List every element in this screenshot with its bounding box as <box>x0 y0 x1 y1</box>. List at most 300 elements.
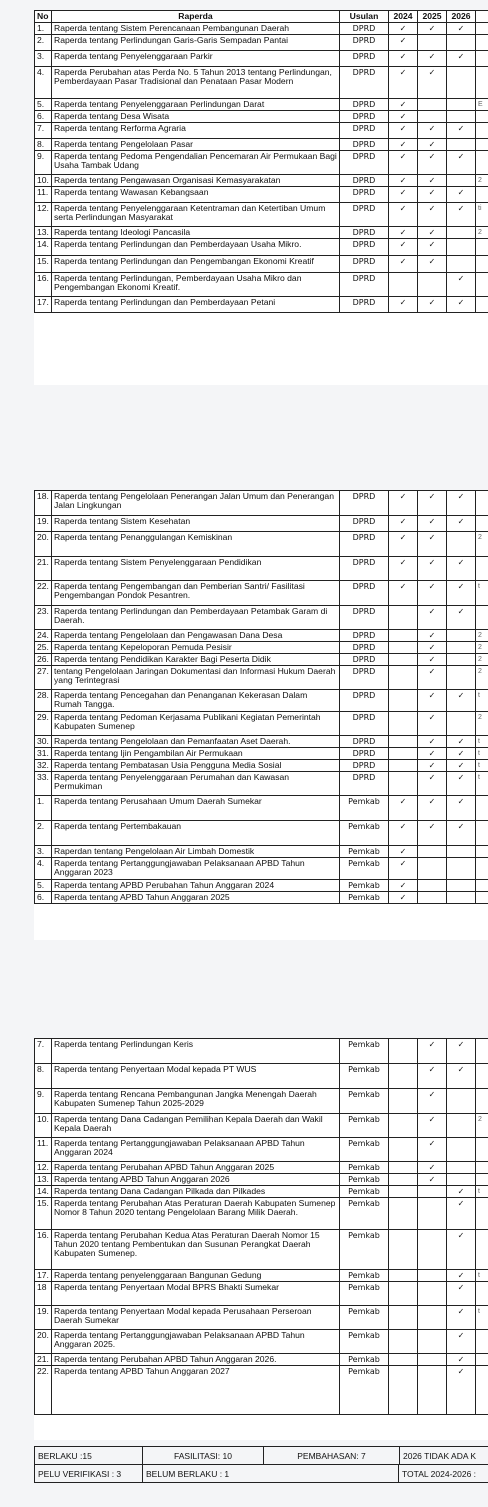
table-row <box>35 239 488 256</box>
year-2024-cell: ✓ <box>389 123 418 139</box>
year-2025-cell: ✓ <box>418 175 447 187</box>
row-number: 17. <box>35 1270 52 1282</box>
year-2025-cell: ✓ <box>418 67 447 99</box>
year-2025-cell <box>418 273 447 297</box>
row-number: 2. <box>35 821 52 846</box>
year-2026-cell <box>447 111 476 123</box>
year-2024-cell <box>389 1064 418 1089</box>
cropped-cell <box>476 1366 488 1415</box>
usulan-cell: DPRD <box>340 581 389 606</box>
year-2026-cell: ✓ <box>447 1064 476 1089</box>
year-2025-cell: ✓ <box>418 642 447 654</box>
raperda-title: Raperda tentang Perubahan Atas Peraturan Daerah Kabupaten Sumenep Nomor 8 Tahun 2020 tentang Pengelolaan Barang Milik Daerah. <box>52 1198 340 1230</box>
usulan-cell: Pemkab <box>340 1198 389 1230</box>
year-2026-cell <box>447 175 476 187</box>
table-row <box>35 880 488 892</box>
year-2025-cell: ✓ <box>418 516 447 532</box>
year-2026-cell: ✓ <box>447 51 476 67</box>
year-2025-cell <box>418 880 447 892</box>
row-number: 4. <box>35 67 52 99</box>
table-row <box>35 736 488 748</box>
document-page-1 <box>34 10 488 385</box>
col-no-header: No <box>35 11 52 23</box>
year-2024-cell: ✓ <box>389 297 418 313</box>
table-row <box>35 581 488 606</box>
summary-row-1 <box>34 1446 488 1465</box>
year-2026-cell: ✓ <box>447 690 476 712</box>
raperda-title: Raperda tentang Pendidikan Karakter Bagi Peserta Didik <box>52 654 340 666</box>
table-row <box>35 821 488 846</box>
cropped-cell <box>476 1089 488 1114</box>
raperda-title: Raperda tentang APBD Tahun Anggaran 2027 <box>52 1366 340 1415</box>
year-2025-cell: ✓ <box>418 151 447 175</box>
year-2025-cell: ✓ <box>418 51 447 67</box>
row-number: 30. <box>35 736 52 748</box>
table-row <box>35 796 488 821</box>
cropped-cell: 2 <box>476 532 488 557</box>
table-row <box>35 256 488 273</box>
table-row <box>35 892 488 904</box>
row-number: 13. <box>35 1174 52 1186</box>
summary-belum-berlaku: BELUM BERLAKU : 1 <box>143 1465 399 1482</box>
usulan-cell: DPRD <box>340 239 389 256</box>
raperda-title: Raperda tentang Kepeloporan Pemuda Pesisir <box>52 642 340 654</box>
raperda-title: Raperda tentang Pengelolaan dan Pengawasan Dana Desa <box>52 630 340 642</box>
year-2025-cell: ✓ <box>418 736 447 748</box>
summary-box <box>34 1446 488 1483</box>
col-raperda-header: Raperda <box>52 11 340 23</box>
year-2024-cell <box>389 1366 418 1415</box>
cropped-cell: t <box>476 1306 488 1330</box>
usulan-cell: DPRD <box>340 151 389 175</box>
cropped-cell: 2 <box>476 712 488 736</box>
cropped-cell <box>476 516 488 532</box>
year-2025-cell: ✓ <box>418 1162 447 1174</box>
cropped-cell <box>476 51 488 67</box>
cropped-cell <box>476 491 488 516</box>
usulan-cell: DPRD <box>340 67 389 99</box>
row-number: 14. <box>35 239 52 256</box>
year-2026-cell: ✓ <box>447 557 476 581</box>
usulan-cell: DPRD <box>340 748 389 760</box>
year-2024-cell <box>389 1174 418 1186</box>
year-2025-cell: ✓ <box>418 139 447 151</box>
raperda-table-page-1 <box>34 10 488 313</box>
year-2026-cell: ✓ <box>447 1186 476 1198</box>
raperda-title: Raperdan tentang Pengelolaan Air Limbah Domestik <box>52 846 340 858</box>
year-2025-cell: ✓ <box>418 227 447 239</box>
year-2026-cell: ✓ <box>447 796 476 821</box>
row-number: 1. <box>35 23 52 35</box>
raperda-title: Raperda tentang Pengembangan dan Pemberian Santri/ Fasilitasi Pengembangan Pondok Pesantren. <box>52 581 340 606</box>
year-2024-cell <box>389 1306 418 1330</box>
year-2024-cell <box>389 666 418 690</box>
year-2026-cell <box>447 532 476 557</box>
year-2025-cell <box>418 1270 447 1282</box>
summary-verifikasi: PELU VERIFIKASI : 3 <box>35 1465 143 1482</box>
year-2024-cell: ✓ <box>389 227 418 239</box>
year-2026-cell: ✓ <box>447 736 476 748</box>
raperda-title: Raperda tentang Sistem Perencanaan Pembangunan Daerah <box>52 23 340 35</box>
table-row <box>35 1306 488 1330</box>
row-number: 6. <box>35 892 52 904</box>
table-row <box>35 1230 488 1270</box>
raperda-title: Raperda tentang Perusahaan Umum Daerah Sumekar <box>52 796 340 821</box>
cropped-cell: t <box>476 581 488 606</box>
summary-fasilitasi: FASILITASI: 10 <box>143 1447 264 1464</box>
usulan-cell: DPRD <box>340 123 389 139</box>
table-row <box>35 532 488 557</box>
cropped-cell: 2 <box>476 642 488 654</box>
usulan-cell: DPRD <box>340 760 389 772</box>
year-2025-cell <box>418 1366 447 1415</box>
document-page-3 <box>34 1038 488 1440</box>
year-2026-cell <box>447 892 476 904</box>
raperda-title: Raperda tentang Perlindungan Keris <box>52 1039 340 1064</box>
usulan-cell: DPRD <box>340 642 389 654</box>
cropped-cell <box>476 1138 488 1162</box>
usulan-cell: Pemkab <box>340 1282 389 1306</box>
year-2025-cell: ✓ <box>418 606 447 630</box>
cropped-cell: t <box>476 736 488 748</box>
col-usulan-header: Usulan <box>340 11 389 23</box>
usulan-cell: DPRD <box>340 557 389 581</box>
year-2024-cell: ✓ <box>389 51 418 67</box>
usulan-cell: DPRD <box>340 99 389 111</box>
year-2025-cell: ✓ <box>418 796 447 821</box>
year-2026-cell <box>447 227 476 239</box>
cropped-cell <box>476 139 488 151</box>
row-number: 22. <box>35 1366 52 1415</box>
year-2025-cell <box>418 1330 447 1354</box>
table-row <box>35 748 488 760</box>
year-2024-cell: ✓ <box>389 175 418 187</box>
row-number: 7. <box>35 1039 52 1064</box>
year-2026-cell: ✓ <box>447 581 476 606</box>
table-row <box>35 23 488 35</box>
table-row <box>35 630 488 642</box>
table-row <box>35 1114 488 1138</box>
raperda-title: Raperda tentang Perlindungan dan Pemberdayaan Petani <box>52 297 340 313</box>
raperda-title: Raperda tentang Pedoman Kerjasama Publikani Kegiatan Pemerintah Kabupaten Sumenep <box>52 712 340 736</box>
year-2026-cell: ✓ <box>447 1354 476 1366</box>
year-2024-cell <box>389 1162 418 1174</box>
col-2024-header: 2024 <box>389 11 418 23</box>
table-row <box>35 1186 488 1198</box>
usulan-cell: Pemkab <box>340 1186 389 1198</box>
cropped-cell <box>476 1330 488 1354</box>
usulan-cell: DPRD <box>340 690 389 712</box>
row-number: 15. <box>35 1198 52 1230</box>
year-2024-cell: ✓ <box>389 821 418 846</box>
table-row <box>35 1366 488 1415</box>
year-2024-cell: ✓ <box>389 111 418 123</box>
table-row <box>35 690 488 712</box>
table-row <box>35 1198 488 1230</box>
row-number: 3. <box>35 846 52 858</box>
usulan-cell: Pemkab <box>340 1064 389 1089</box>
raperda-title: Raperda tentang Sistem Penyelenggaraan Pendidikan <box>52 557 340 581</box>
usulan-cell: DPRD <box>340 111 389 123</box>
row-number: 16. <box>35 1230 52 1270</box>
raperda-title: Raperda tentang penyelenggaraan Bangunan Gedung <box>52 1270 340 1282</box>
usulan-cell: DPRD <box>340 606 389 630</box>
usulan-cell: DPRD <box>340 203 389 227</box>
table-row <box>35 666 488 690</box>
year-2025-cell: ✓ <box>418 203 447 227</box>
row-number: 5. <box>35 99 52 111</box>
row-number: 20. <box>35 532 52 557</box>
year-2025-cell <box>418 1230 447 1270</box>
raperda-title: Raperda tentang Pengelolaan Penerangan Jalan Umum dan Penerangan Jalan Lingkungan <box>52 491 340 516</box>
row-number: 10. <box>35 1114 52 1138</box>
cropped-cell <box>476 256 488 273</box>
year-2026-cell: ✓ <box>447 1306 476 1330</box>
year-2026-cell <box>447 99 476 111</box>
raperda-title: Raperda tentang Perubahan APBD Tahun Anggaran 2025 <box>52 1162 340 1174</box>
usulan-cell: Pemkab <box>340 892 389 904</box>
year-2026-cell <box>447 1114 476 1138</box>
table-row <box>35 227 488 239</box>
raperda-title: Raperda tentang Ijin Pengambilan Air Permukaan <box>52 748 340 760</box>
year-2024-cell: ✓ <box>389 491 418 516</box>
raperda-title: Raperda tentang Rencana Pembangunan Jangka Menengah Daerah Kabupaten Sumenep Tahun 2025-2029 <box>52 1089 340 1114</box>
table-row <box>35 654 488 666</box>
year-2026-cell <box>447 858 476 880</box>
cropped-cell <box>476 297 488 313</box>
row-number: 33. <box>35 772 52 796</box>
col-2025-header: 2025 <box>418 11 447 23</box>
year-2026-cell <box>447 67 476 99</box>
year-2025-cell: ✓ <box>418 297 447 313</box>
raperda-title: Raperda tentang Penyertaan Modal kepada Perusahaan Perseroan Daerah Sumekar <box>52 1306 340 1330</box>
table-row <box>35 516 488 532</box>
raperda-title: Raperda tentang Ideologi Pancasila <box>52 227 340 239</box>
usulan-cell: Pemkab <box>340 796 389 821</box>
year-2024-cell <box>389 1282 418 1306</box>
table-row <box>35 606 488 630</box>
year-2026-cell <box>447 1174 476 1186</box>
row-number: 7. <box>35 123 52 139</box>
raperda-title: Raperda tentang Pedoma Pengendalian Pencemaran Air Permukaan Bagi Usaha Tambak Udang <box>52 151 340 175</box>
cropped-cell <box>476 273 488 297</box>
year-2026-cell <box>447 642 476 654</box>
cropped-cell <box>476 821 488 846</box>
year-2024-cell: ✓ <box>389 892 418 904</box>
table-header-row <box>35 11 488 23</box>
table-row <box>35 151 488 175</box>
year-2024-cell <box>389 1270 418 1282</box>
raperda-title: Raperda tentang Penyertaan Modal kepada PT WUS <box>52 1064 340 1089</box>
raperda-title: Raperda tentang Pertembakauan <box>52 821 340 846</box>
row-number: 21. <box>35 557 52 581</box>
year-2025-cell <box>418 1354 447 1366</box>
raperda-title: Raperda tentang Pertanggungjawaban Pelaksanaan APBD Tahun Anggaran 2023 <box>52 858 340 880</box>
year-2025-cell <box>418 1306 447 1330</box>
year-2025-cell: ✓ <box>418 772 447 796</box>
year-2026-cell <box>447 1089 476 1114</box>
table-row <box>35 297 488 313</box>
year-2025-cell <box>418 1186 447 1198</box>
year-2026-cell <box>447 880 476 892</box>
table-row <box>35 51 488 67</box>
cropped-cell <box>476 892 488 904</box>
usulan-cell: Pemkab <box>340 846 389 858</box>
cropped-cell <box>476 1174 488 1186</box>
usulan-cell: Pemkab <box>340 1330 389 1354</box>
raperda-title: Raperda tentang Penanggulangan Kemiskinan <box>52 532 340 557</box>
cropped-cell <box>476 1282 488 1306</box>
table-row <box>35 760 488 772</box>
cropped-cell: t <box>476 772 488 796</box>
year-2024-cell: ✓ <box>389 35 418 51</box>
table-row <box>35 35 488 51</box>
year-2026-cell <box>447 630 476 642</box>
year-2026-cell: ✓ <box>447 187 476 203</box>
year-2026-cell: ✓ <box>447 23 476 35</box>
year-2025-cell: ✓ <box>418 532 447 557</box>
year-2026-cell: ✓ <box>447 273 476 297</box>
year-2025-cell <box>418 99 447 111</box>
row-number: 2. <box>35 35 52 51</box>
row-number: 5. <box>35 880 52 892</box>
year-2024-cell <box>389 1039 418 1064</box>
cropped-cell <box>476 123 488 139</box>
raperda-title: Raperda tentang Perlindungan Garis-Garis Sempadan Pantai <box>52 35 340 51</box>
year-2024-cell <box>389 630 418 642</box>
cropped-cell <box>476 1162 488 1174</box>
usulan-cell: Pemkab <box>340 1270 389 1282</box>
year-2025-cell: ✓ <box>418 187 447 203</box>
year-2024-cell: ✓ <box>389 256 418 273</box>
year-2024-cell <box>389 1198 418 1230</box>
row-number: 22. <box>35 581 52 606</box>
table-row <box>35 846 488 858</box>
document-page-2 <box>34 490 488 940</box>
cropped-cell: 2 <box>476 630 488 642</box>
cropped-cell <box>476 187 488 203</box>
year-2024-cell: ✓ <box>389 581 418 606</box>
year-2025-cell <box>418 1282 447 1306</box>
cropped-cell: t <box>476 1186 488 1198</box>
year-2025-cell: ✓ <box>418 712 447 736</box>
cropped-cell: ti <box>476 203 488 227</box>
raperda-title: Raperda tentang Desa Wisata <box>52 111 340 123</box>
year-2026-cell: ✓ <box>447 203 476 227</box>
usulan-cell: Pemkab <box>340 1354 389 1366</box>
raperda-title: Raperda tentang Wawasan Kebangsaan <box>52 187 340 203</box>
table-row <box>35 123 488 139</box>
raperda-title: Raperda tentang Pencegahan dan Penanganan Kekerasan Dalam Rumah Tangga. <box>52 690 340 712</box>
year-2026-cell: ✓ <box>447 1282 476 1306</box>
cropped-cell <box>476 151 488 175</box>
raperda-title: Raperda tentang Perlindungan dan Pemberdayaan Usaha Mikro. <box>52 239 340 256</box>
year-2024-cell <box>389 736 418 748</box>
table-row <box>35 1270 488 1282</box>
raperda-title: Raperda tentang Pertanggungjawaban Pelaksanaan APBD Tahun Anggaran 2025. <box>52 1330 340 1354</box>
year-2026-cell: ✓ <box>447 606 476 630</box>
year-2024-cell <box>389 1186 418 1198</box>
cropped-cell <box>476 1198 488 1230</box>
table-row <box>35 1138 488 1162</box>
cropped-cell <box>476 846 488 858</box>
raperda-title: Raperda tentang APBD Tahun Anggaran 2025 <box>52 892 340 904</box>
raperda-title: Raperda tentang Pembatasan Usia Pengguna Media Sosial <box>52 760 340 772</box>
raperda-title: Raperda tentang Penyelenggaraan Ketentraman dan Ketertiban Umum serta Perlindungan Masyarakat <box>52 203 340 227</box>
raperda-title: Raperda tentang Penyelenggaraan Perumahan dan Kawasan Permukiman <box>52 772 340 796</box>
cropped-cell: t <box>476 690 488 712</box>
row-number: 3. <box>35 51 52 67</box>
year-2026-cell: ✓ <box>447 1230 476 1270</box>
year-2025-cell: ✓ <box>418 256 447 273</box>
year-2026-cell: ✓ <box>447 297 476 313</box>
usulan-cell: Pemkab <box>340 880 389 892</box>
table-row <box>35 203 488 227</box>
table-row <box>35 67 488 99</box>
usulan-cell: DPRD <box>340 666 389 690</box>
year-2026-cell <box>447 35 476 51</box>
row-number: 8. <box>35 139 52 151</box>
year-2026-cell: ✓ <box>447 760 476 772</box>
usulan-cell: DPRD <box>340 51 389 67</box>
year-2024-cell <box>389 748 418 760</box>
row-number: 11. <box>35 1138 52 1162</box>
row-number: 20. <box>35 1330 52 1354</box>
raperda-title: Raperda tentang Pengawasan Organisasi Kemasyarakatan <box>52 175 340 187</box>
raperda-title: Raperda tentang APBD Tahun Anggaran 2026 <box>52 1174 340 1186</box>
year-2026-cell: ✓ <box>447 1366 476 1415</box>
table-row <box>35 273 488 297</box>
year-2026-cell: ✓ <box>447 821 476 846</box>
usulan-cell: Pemkab <box>340 1306 389 1330</box>
summary-row-2 <box>34 1465 488 1483</box>
usulan-cell: Pemkab <box>340 1138 389 1162</box>
cropped-cell <box>476 67 488 99</box>
year-2024-cell <box>389 690 418 712</box>
table-row <box>35 139 488 151</box>
year-2026-cell <box>447 256 476 273</box>
year-2026-cell: ✓ <box>447 772 476 796</box>
year-2025-cell: ✓ <box>418 239 447 256</box>
year-2025-cell: ✓ <box>418 23 447 35</box>
year-2024-cell <box>389 606 418 630</box>
summary-berlaku: BERLAKU :15 <box>35 1447 143 1464</box>
cropped-cell: 2 <box>476 175 488 187</box>
usulan-cell: DPRD <box>340 273 389 297</box>
usulan-cell: DPRD <box>340 139 389 151</box>
year-2024-cell <box>389 772 418 796</box>
year-2026-cell: ✓ <box>447 151 476 175</box>
row-number: 6. <box>35 111 52 123</box>
table-row <box>35 111 488 123</box>
table-row <box>35 712 488 736</box>
row-number: 26. <box>35 654 52 666</box>
year-2025-cell: ✓ <box>418 748 447 760</box>
row-number: 27. <box>35 666 52 690</box>
year-2024-cell: ✓ <box>389 880 418 892</box>
usulan-cell: DPRD <box>340 516 389 532</box>
row-number: 23. <box>35 606 52 630</box>
raperda-title: Raperda tentang Dana Cadangan Pemilihan Kepala Daerah dan Wakil Kepala Daerah <box>52 1114 340 1138</box>
year-2026-cell <box>447 1138 476 1162</box>
raperda-title: Raperda tentang Perlindungan dan Pemberdayaan Petambak Garam di Daerah. <box>52 606 340 630</box>
cropped-cell: E <box>476 99 488 111</box>
cropped-cell: 2 <box>476 666 488 690</box>
year-2025-cell <box>418 846 447 858</box>
table-row <box>35 99 488 111</box>
year-2026-cell: ✓ <box>447 1270 476 1282</box>
usulan-cell: Pemkab <box>340 821 389 846</box>
